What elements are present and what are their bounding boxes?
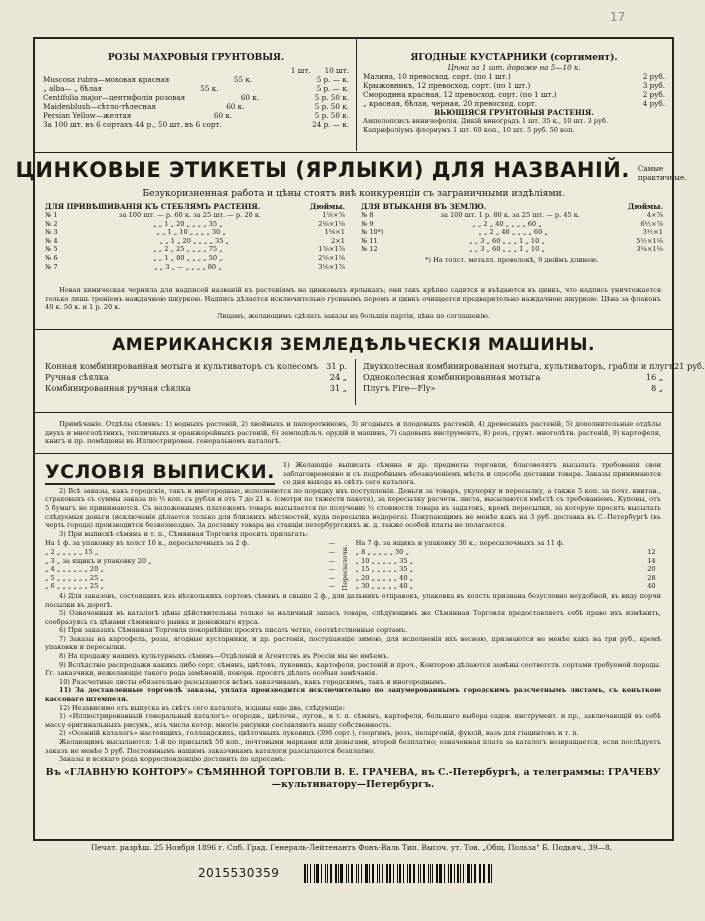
pack-value: — bbox=[328, 573, 335, 582]
left-unit: Дюймы. bbox=[309, 202, 345, 211]
berry-price: 2 руб. bbox=[642, 72, 665, 81]
labels-right-table bbox=[361, 202, 663, 265]
pack-text: „ 4 „ „ „ „ „ „ 20 „ bbox=[45, 565, 104, 574]
top-section bbox=[35, 39, 672, 151]
label-number: № 4 bbox=[45, 236, 58, 245]
rose-name: „ alba— „ бѣлая bbox=[43, 84, 103, 93]
climbers-title: ВЬЮЩІЯСЯ ГРУНТОВЫЯ РАСТЕНІЯ. bbox=[434, 108, 594, 117]
pack-row bbox=[45, 565, 335, 574]
label-row bbox=[45, 237, 345, 246]
pack-value: 40 bbox=[647, 582, 656, 591]
condition-10: 10) Разсчетные листы обязательно разсылаются всѣмъ заказчикамъ, какъ городскимъ, такъ и иногороднымъ. bbox=[59, 677, 447, 686]
rose-price-1: 60 к. bbox=[240, 93, 260, 102]
berry-name: Малина, 10 превосход. сорт. (по 1 шт.) bbox=[363, 72, 511, 81]
divider-1 bbox=[35, 152, 672, 153]
machine-name: Плугъ Fire—Fly» bbox=[363, 383, 436, 393]
label-price: „ „ 3 „ 60 „ „ „ 1 „ 10 „ bbox=[469, 236, 545, 245]
divider-2 bbox=[35, 329, 672, 330]
pack-text: „ 5 „ „ „ „ „ „ 25 „ bbox=[45, 573, 104, 582]
barcode-number: 2015530359 bbox=[198, 866, 280, 880]
label-row bbox=[361, 211, 663, 220]
rose-row bbox=[43, 111, 349, 120]
label-row bbox=[45, 220, 345, 229]
rose-price-10: 5 р. — к. bbox=[316, 75, 349, 84]
label-row bbox=[45, 211, 345, 220]
label-size: 6½×⅞ bbox=[640, 219, 663, 228]
pack-value: — bbox=[328, 582, 335, 591]
condition-6: 6) При заказахъ Сѣмянная Торговля покорнѣйше просятъ писать четко, соотвѣтственные сортамъ. bbox=[59, 626, 408, 635]
berry-price: 4 руб. bbox=[642, 99, 665, 108]
label-price: „ „ 1 „ 80 „ „ „ „ 50 „ bbox=[153, 253, 223, 262]
label-number: № 3 bbox=[45, 228, 58, 237]
pack-value: 20 bbox=[647, 565, 656, 574]
pack-value: — bbox=[328, 547, 335, 556]
label-size: 4×⅞ bbox=[646, 211, 663, 219]
machine-row bbox=[45, 372, 347, 383]
machine-price: 21 руб. bbox=[673, 361, 705, 371]
rose-price-10: 5 р. — к. bbox=[316, 84, 349, 93]
berry-name: Крыжовникъ, 12 превосход. сорт. (по 1 шт.) bbox=[363, 81, 531, 90]
pack-row bbox=[356, 582, 656, 591]
pack-row bbox=[356, 557, 656, 566]
pack-text: На 7 ф. за ящикъ и упаковку 30 к.; пересылочныхъ за 11 ф. bbox=[355, 539, 565, 548]
rose-price-10: 5 р. 50 к. bbox=[314, 111, 349, 120]
machine-price: 8 „ bbox=[650, 383, 663, 393]
berry-row bbox=[363, 90, 665, 99]
pack-text: „ 3 „ за ящикъ и упаковку 20 „ bbox=[45, 556, 152, 565]
labels-footnote: *) На толст. металл. проволокѣ, 9 дюймъ длиною. bbox=[425, 255, 599, 264]
roses-bulk: За 100 шт. въ 6 сортахъ 44 р., 50 шт. въ 6 сорт. bbox=[43, 120, 222, 129]
berry-row bbox=[363, 99, 665, 108]
pack-row bbox=[45, 582, 335, 591]
label-price: за 100 шт. — р. 60 к. за 25 шт. — р. 20 к. bbox=[118, 211, 262, 219]
catalog-note: Примѣчаніе. Отдѣлы сѣмянъ: 1) водныхъ растеній, 2) хвойныхъ и папоротниковъ, 3) ягодныхъ и плодовыхъ растеній, 4) древесныхъ растеній, 5) дополнительные отдѣлы двухъ и многолѣтнихъ, тепличныхъ и оранжерейныхъ растеній, 6) земледѣльч. орудій и машинъ, 7) садовыхъ инструментъ, 8) розъ, грунт. многолѣтн. растеній, 9) картофеля, книгъ и пр. помѣщены въ Иллюстрирован. генеральномъ каталогѣ. bbox=[45, 420, 661, 446]
machine-row bbox=[363, 361, 705, 372]
pack-value: 14 bbox=[647, 556, 656, 565]
label-size: 3⅛×1⅞ bbox=[318, 262, 345, 271]
label-row bbox=[45, 263, 345, 272]
left-head: ДЛЯ ПРИВѢШИВАНІЯ КЪ СТЕБЛЯМЪ РАСТЕНІЯ. bbox=[45, 202, 261, 211]
labels-side-note: Самые практичные. bbox=[637, 164, 687, 182]
pack-text: На 1 ф. за упаковку въ холст 10 к., пересылочныхъ за 2 ф. bbox=[45, 539, 250, 548]
roses-col-1: 1 шт. bbox=[290, 66, 311, 75]
condition-9: 9) Вслѣдствіе распродажи какихъ либо сорт. сѣмянъ, цвѣтовъ, луковицъ, картофеля, растеній и проч., Конторою дѣлаются замѣны соответств. сортами требуемой породы. Гг. заказчики, нежелающіе такого рода замѣненій, покорн. просятъ дѣлать особыя замѣчанія. bbox=[45, 660, 661, 678]
label-price: за 100 шт. 1 р. 80 к. за 25 шт. — р. 45 к. bbox=[440, 211, 581, 219]
rose-name: Maidenblush—сѣтло-тѣлесная bbox=[43, 102, 156, 111]
conditions-section bbox=[35, 455, 672, 839]
climbers-line-2: Каприфоліумъ флориумъ 1 шт. 60 коп., 10 шт. 5 руб. 50 коп. bbox=[363, 125, 575, 134]
label-row bbox=[361, 228, 663, 237]
label-size: 3½×1 bbox=[642, 228, 663, 237]
pack-text: „ 6 „ „ „ „ „ „ 25 „ bbox=[45, 582, 104, 591]
pack-side-label: Пересылочн. bbox=[341, 545, 349, 591]
machine-name: Одноколесная комбинированная мотыга bbox=[363, 372, 541, 382]
pack-row bbox=[45, 557, 335, 566]
berry-name: Смородина красная, 12 превосход. сорт. (по 1 шт.) bbox=[363, 90, 557, 99]
divider-3 bbox=[35, 412, 672, 413]
label-price: „ „ 1 „ 20 „ „ „ „ 35 „ bbox=[153, 219, 223, 228]
roses-title: РОЗЫ МАХРОВЫЯ ГРУНТОВЫЯ. bbox=[107, 53, 285, 63]
berry-name: „ красная, бѣлая, черная, 20 превосход. сорт. bbox=[363, 99, 538, 108]
condition-11: 11) За доставленные торговлѣ заказы, уплата производится исключительно по запумерованнымъ городскимъ разсчетнымъ листамъ, съ конъткою кассоваго штемпеля. bbox=[45, 686, 661, 704]
label-size: 5½×1⅛ bbox=[636, 236, 663, 245]
column-divider bbox=[356, 39, 357, 151]
rose-price-1: 55 к. bbox=[233, 75, 253, 84]
roses-block bbox=[43, 53, 349, 129]
labels-title: ЦИНКОВЫЕ ЭТИКЕТЫ (ЯРЛЫКИ) ДЛЯ НАЗВАНІЙ. bbox=[15, 158, 630, 182]
machine-price: 24 „ bbox=[329, 372, 347, 382]
labels-bulk-text: Лицамъ, желающимъ сдѣлать заказы на большія партіи, цѣна по соглашенію. bbox=[216, 312, 491, 320]
condition-1: 1) Желающіе выписать сѣмяна и др. предметы торговли, благоволятъ высылать требованія свои заблаговременно и съ подробнымъ обозначеніемъ мѣста и способа доставки товара. Заказы принимаются со дня выхода въ свѣтъ сего каталога. bbox=[282, 461, 661, 487]
label-size: 2⅛×1⅛ bbox=[318, 253, 345, 262]
label-price: „ „ 1 „ 10 „ „ „ „ 30 „ bbox=[156, 228, 226, 237]
pack-row bbox=[356, 539, 656, 548]
machine-name: Двухколесная комбинированная мотыга, культиваторъ, грабли и плугъ bbox=[363, 361, 674, 371]
berries-title: ЯГОДНЫЕ КУСТАРНИКИ (сортимент). bbox=[410, 53, 618, 63]
right-head: ДЛЯ ВТЫКАНІЯ ВЪ ЗЕМЛЮ. bbox=[361, 202, 487, 211]
machines-section bbox=[35, 331, 705, 411]
condition-12b: 2) «Осенній каталогъ» настоящихъ, голландскихъ, цвѣточныхъ луковицъ (396 сорт.), георгинъ, розъ, пеларгоній, фуксій, вазъ для гіацинтовъ и т. п. bbox=[59, 729, 579, 738]
machine-price: 16 „ bbox=[645, 372, 663, 382]
berry-row bbox=[363, 72, 665, 81]
machine-row bbox=[363, 372, 663, 383]
rose-row bbox=[43, 93, 349, 102]
machine-price: 31 „ bbox=[329, 383, 347, 393]
label-number: № 8 bbox=[361, 211, 374, 219]
pack-text: „ 2 „ „ „ „ „ 15 „ bbox=[45, 547, 99, 556]
labels-subtitle: Безукоризненная работа и цѣны стоятъ внѣ конкуренціи съ заграничными издѣліями. bbox=[142, 188, 565, 199]
label-number: № 5 bbox=[45, 245, 58, 254]
rose-price-1: 55 к. bbox=[200, 84, 219, 93]
label-row bbox=[361, 245, 663, 254]
rose-row bbox=[43, 75, 349, 84]
pack-value: 12 bbox=[647, 547, 656, 556]
rose-price-10: 5 р. 50 к. bbox=[314, 102, 349, 111]
berries-block bbox=[363, 53, 665, 134]
contact-address: Въ «ГЛАВНУЮ КОНТОРУ» СѢМЯННОЙ ТОРГОВЛИ В. Е. ГРАЧЕВА, въ С.-Петербургѣ, а телеграммы: ГРАЧЕВУ—культиватору—Петербургъ. bbox=[45, 766, 661, 790]
label-number: № 2 bbox=[45, 219, 58, 228]
machine-name: Конная комбинированная мотыга и культиваторъ съ колесомъ bbox=[45, 361, 319, 371]
label-number: № 10*) bbox=[361, 228, 384, 237]
pack-text: „ 8 „ „ „ „ „ 30 „ bbox=[355, 547, 409, 556]
pack-value: — bbox=[328, 565, 335, 574]
label-size: 1⅝×1 bbox=[324, 228, 345, 237]
label-number: № 9 bbox=[361, 219, 374, 228]
label-row bbox=[361, 220, 663, 229]
labels-section bbox=[15, 154, 687, 326]
label-price: „ „ 2 „ 40 „ „ „ „ 60 „ bbox=[472, 219, 542, 228]
rose-row bbox=[43, 84, 349, 93]
note-section bbox=[35, 414, 672, 452]
condition-3: 3) При выпискѣ сѣмянъ и т. п., Сѣмянная Торговля просить прилагать: bbox=[59, 529, 309, 538]
machine-name: Комбинированная ручная сѣялка bbox=[45, 383, 191, 393]
roses-bulk-price: 24 р. — к. bbox=[312, 120, 349, 129]
condition-13: Желающимъ высылаются: 1-й по присылкѣ 50 коп., почтовыми марками или деньгами, второй безплатно; означенная плата за каталогъ возвращается, если послѣдуетъ заказъ не менѣе 5 руб. Постояннымъ нашимъ заказчикамъ каталоги разсылаются безплатно. bbox=[45, 738, 661, 755]
machine-row bbox=[45, 361, 347, 372]
machine-row bbox=[363, 383, 663, 394]
label-size: 1⅞×1⅞ bbox=[318, 245, 345, 254]
label-row bbox=[45, 254, 345, 263]
label-number: № 12 bbox=[361, 245, 378, 254]
label-number: № 1 bbox=[45, 211, 58, 219]
print-permission-line: Печат. разрѣш. 25 Ноября 1896 г. Спб. Град. Генераль-Лейтенантъ Фонъ-Валь Тип. Высоч. ут. Тов. „Общ. Польза" Б. Подьяч., 39—8. bbox=[90, 843, 612, 852]
pack-value: — bbox=[328, 556, 335, 565]
climbers-line-1: Ампелопсисъ виничефолія. Дикій виноградъ 1 шт. 35 к., 10 шт. 3 руб. bbox=[363, 117, 608, 125]
label-size: 3¼×1⅛ bbox=[636, 245, 663, 254]
berry-row bbox=[363, 81, 665, 90]
catalog-page bbox=[15, 37, 705, 841]
label-number: № 11 bbox=[361, 236, 378, 245]
machine-price: 31 р. bbox=[326, 361, 347, 371]
condition-12a: 1) «Иллюстрированный генеральный каталогъ» огородн., цвѣточн., лугов., и т. п. сѣмянъ, картофеля, большаго выбора садов. инструмент. и пр., заключающій въ себѣ массу оригинальныхъ рисунк., изъ числа котор. многіе рисунки составляютъ нашу собственность. bbox=[45, 712, 661, 729]
pack-text: „ 10 „ „ „ „ „ 35 „ bbox=[355, 556, 414, 565]
pack-row bbox=[45, 574, 335, 583]
rose-name: Persian Yellow—желтая bbox=[43, 111, 132, 120]
label-price: „ „ 2 „ 25 „ „ „ „ 75 „ bbox=[153, 245, 223, 254]
machines-divider bbox=[355, 359, 356, 405]
conditions-title: УСЛОВІЯ ВЫПИСКИ. bbox=[45, 461, 275, 483]
rose-name: Muscosa rubra—моховая красная bbox=[43, 75, 170, 84]
right-unit: Дюймы. bbox=[627, 202, 663, 211]
pack-row bbox=[45, 539, 335, 548]
pack-row bbox=[356, 574, 656, 583]
condition-7: 7) Заказы на картофель, розы, ягодные кустарники, и др. растенія, поступающіе зимою, для исполненія ихъ весною, признаются не менѣе какъ на три руб., кромѣ упаковки и пересылки. bbox=[45, 634, 661, 652]
pack-value: — bbox=[328, 539, 335, 548]
rose-row bbox=[43, 102, 349, 111]
label-number: № 7 bbox=[45, 262, 58, 271]
corner-mark: 17 bbox=[610, 10, 626, 24]
berry-price: 2 руб. bbox=[642, 90, 665, 99]
label-price: „ „ 1 „ 20 „ „ „ „ 35 „ bbox=[159, 236, 229, 245]
condition-5: 5) Означенныя въ каталогѣ цѣны дѣйствительны только за наличный запасъ товара, слѣдующимъ же Сѣмянная Торговля предоставляетъ себѣ право ихъ измѣнить, сообразуясь съ цѣнами сѣмяннаго рынка и денежнаго курса. bbox=[45, 609, 661, 626]
labels-left-table bbox=[45, 202, 345, 271]
label-size: 1⅛×⅞ bbox=[322, 211, 345, 219]
condition-12: 12) Независимо отъ выпуска въ свѣтъ сего каталога, изданы еще два, слѣдующіе: bbox=[59, 703, 345, 712]
roses-col-10: 10 шт. bbox=[324, 66, 349, 75]
condition-4: 4) Для заказовъ, состоящихъ изъ нѣсколькихъ сортовъ сѣмянъ и свыше 2 ф., для дальнихъ отправокъ, упаковка въ холстъ признана безусловно неудобной, въ виду порчи посылки въ дорогѣ. bbox=[45, 591, 661, 609]
label-size: 2×1 bbox=[331, 236, 345, 245]
label-row bbox=[45, 228, 345, 237]
label-price: „ „ 3 „ — „ „ „ „ 80 „ bbox=[154, 262, 222, 271]
pack-text: „ 20 „ „ „ „ „ 40 „ bbox=[355, 573, 414, 582]
pack-row bbox=[45, 548, 335, 557]
label-row bbox=[361, 237, 663, 246]
berry-price: 3 руб. bbox=[642, 81, 665, 90]
pack-row bbox=[356, 565, 656, 574]
condition-14: Заказы и всякаго рода корреспонденцію доставить по адресамъ: bbox=[59, 755, 286, 764]
pack-text: „ 15 „ „ „ „ „ 35 „ bbox=[355, 565, 414, 574]
machines-title: АМЕРИКАНСКІЯ ЗЕМЛЕДѢЛЬЧЕСКІЯ МАШИНЫ. bbox=[112, 335, 595, 355]
rose-price-10: 5 р. 50 к. bbox=[314, 93, 349, 102]
barcode-icon bbox=[304, 864, 494, 883]
rose-price-1: 60 к. bbox=[226, 102, 245, 111]
pack-text: „ 30 „ „ „ „ „ 40 „ bbox=[355, 582, 414, 591]
divider-4 bbox=[35, 453, 672, 454]
label-price: „ „ 2 „ 40 „ „ „ „ 60 „ bbox=[478, 228, 548, 237]
pack-value: 28 bbox=[647, 573, 656, 582]
label-row bbox=[45, 245, 345, 254]
machine-name: Ручная сѣялка bbox=[45, 372, 109, 382]
rose-name: Centifolia major—центифолія розовая bbox=[43, 93, 186, 102]
labels-ink-text: Новая химическая чернила для надписей названій къ растеніямъ на цинковыхъ ярлыкахъ; они такъ крѣпко садятся и въѣдаются въ цинкъ, что надпись уничтожается только лишь треніемъ наждачною шкуркою. Надпись дѣлается исключительно гусинымъ перомъ и цинкъ очищается предварительно наждачною шкуркою. Цѣна за флаконъ 40 к. 50 к. и 1 р. 20 к. bbox=[45, 286, 661, 312]
berries-note: Цѣна за 1 шт. дороже на 5—10 к. bbox=[447, 63, 581, 72]
label-number: № 6 bbox=[45, 253, 58, 262]
label-price: „ „ 3 „ 60 „ „ „ 1 „ 10 „ bbox=[469, 245, 545, 254]
rose-price-1: 60 к. bbox=[213, 111, 233, 120]
condition-8: 8) На продажу нашихъ культурныхъ сѣмянъ—Отдѣленій и Агентствъ въ Россіи мы не имѣемъ. bbox=[59, 652, 389, 661]
pack-row bbox=[356, 548, 656, 557]
machine-row bbox=[45, 383, 347, 394]
condition-2: 2) Всѣ заказы, какъ городскіе, такъ и иногородные, исполняются по порядку ихъ поступленія. Деньги за товаръ, укупорку и пересылку, а также 5 коп. за почт. квитан., страховыхъ съ суммы заказа по ½ коп. съ рубля и отъ 7 до 21 к. (смотря по тяжести пакета), за пересылку расчетн. листа, высылаются вмѣстѣ съ требованіемъ. Купоны, отъ 5 бумагъ не принимаются. Съ наложеннымъ платежомъ товаръ высылается по получениі ⅓ стоимости товара въ задатокъ, кромѣ пересылки, за которую просятъ высылать слѣдуемыя деньги (исключеніе дѣлается только для близкихъ мѣстностей, куда пересылка недорога). Покупающимъ не менѣе какъ на 3 руб. доставка въ С.-Петербургѣ (въ черть города) производится безвозмездно. За доставку товара на станціи петербургскихъ ж. д. также особой платы не полагается. bbox=[45, 486, 661, 530]
label-size: 2⅛×1⅛ bbox=[318, 219, 345, 228]
